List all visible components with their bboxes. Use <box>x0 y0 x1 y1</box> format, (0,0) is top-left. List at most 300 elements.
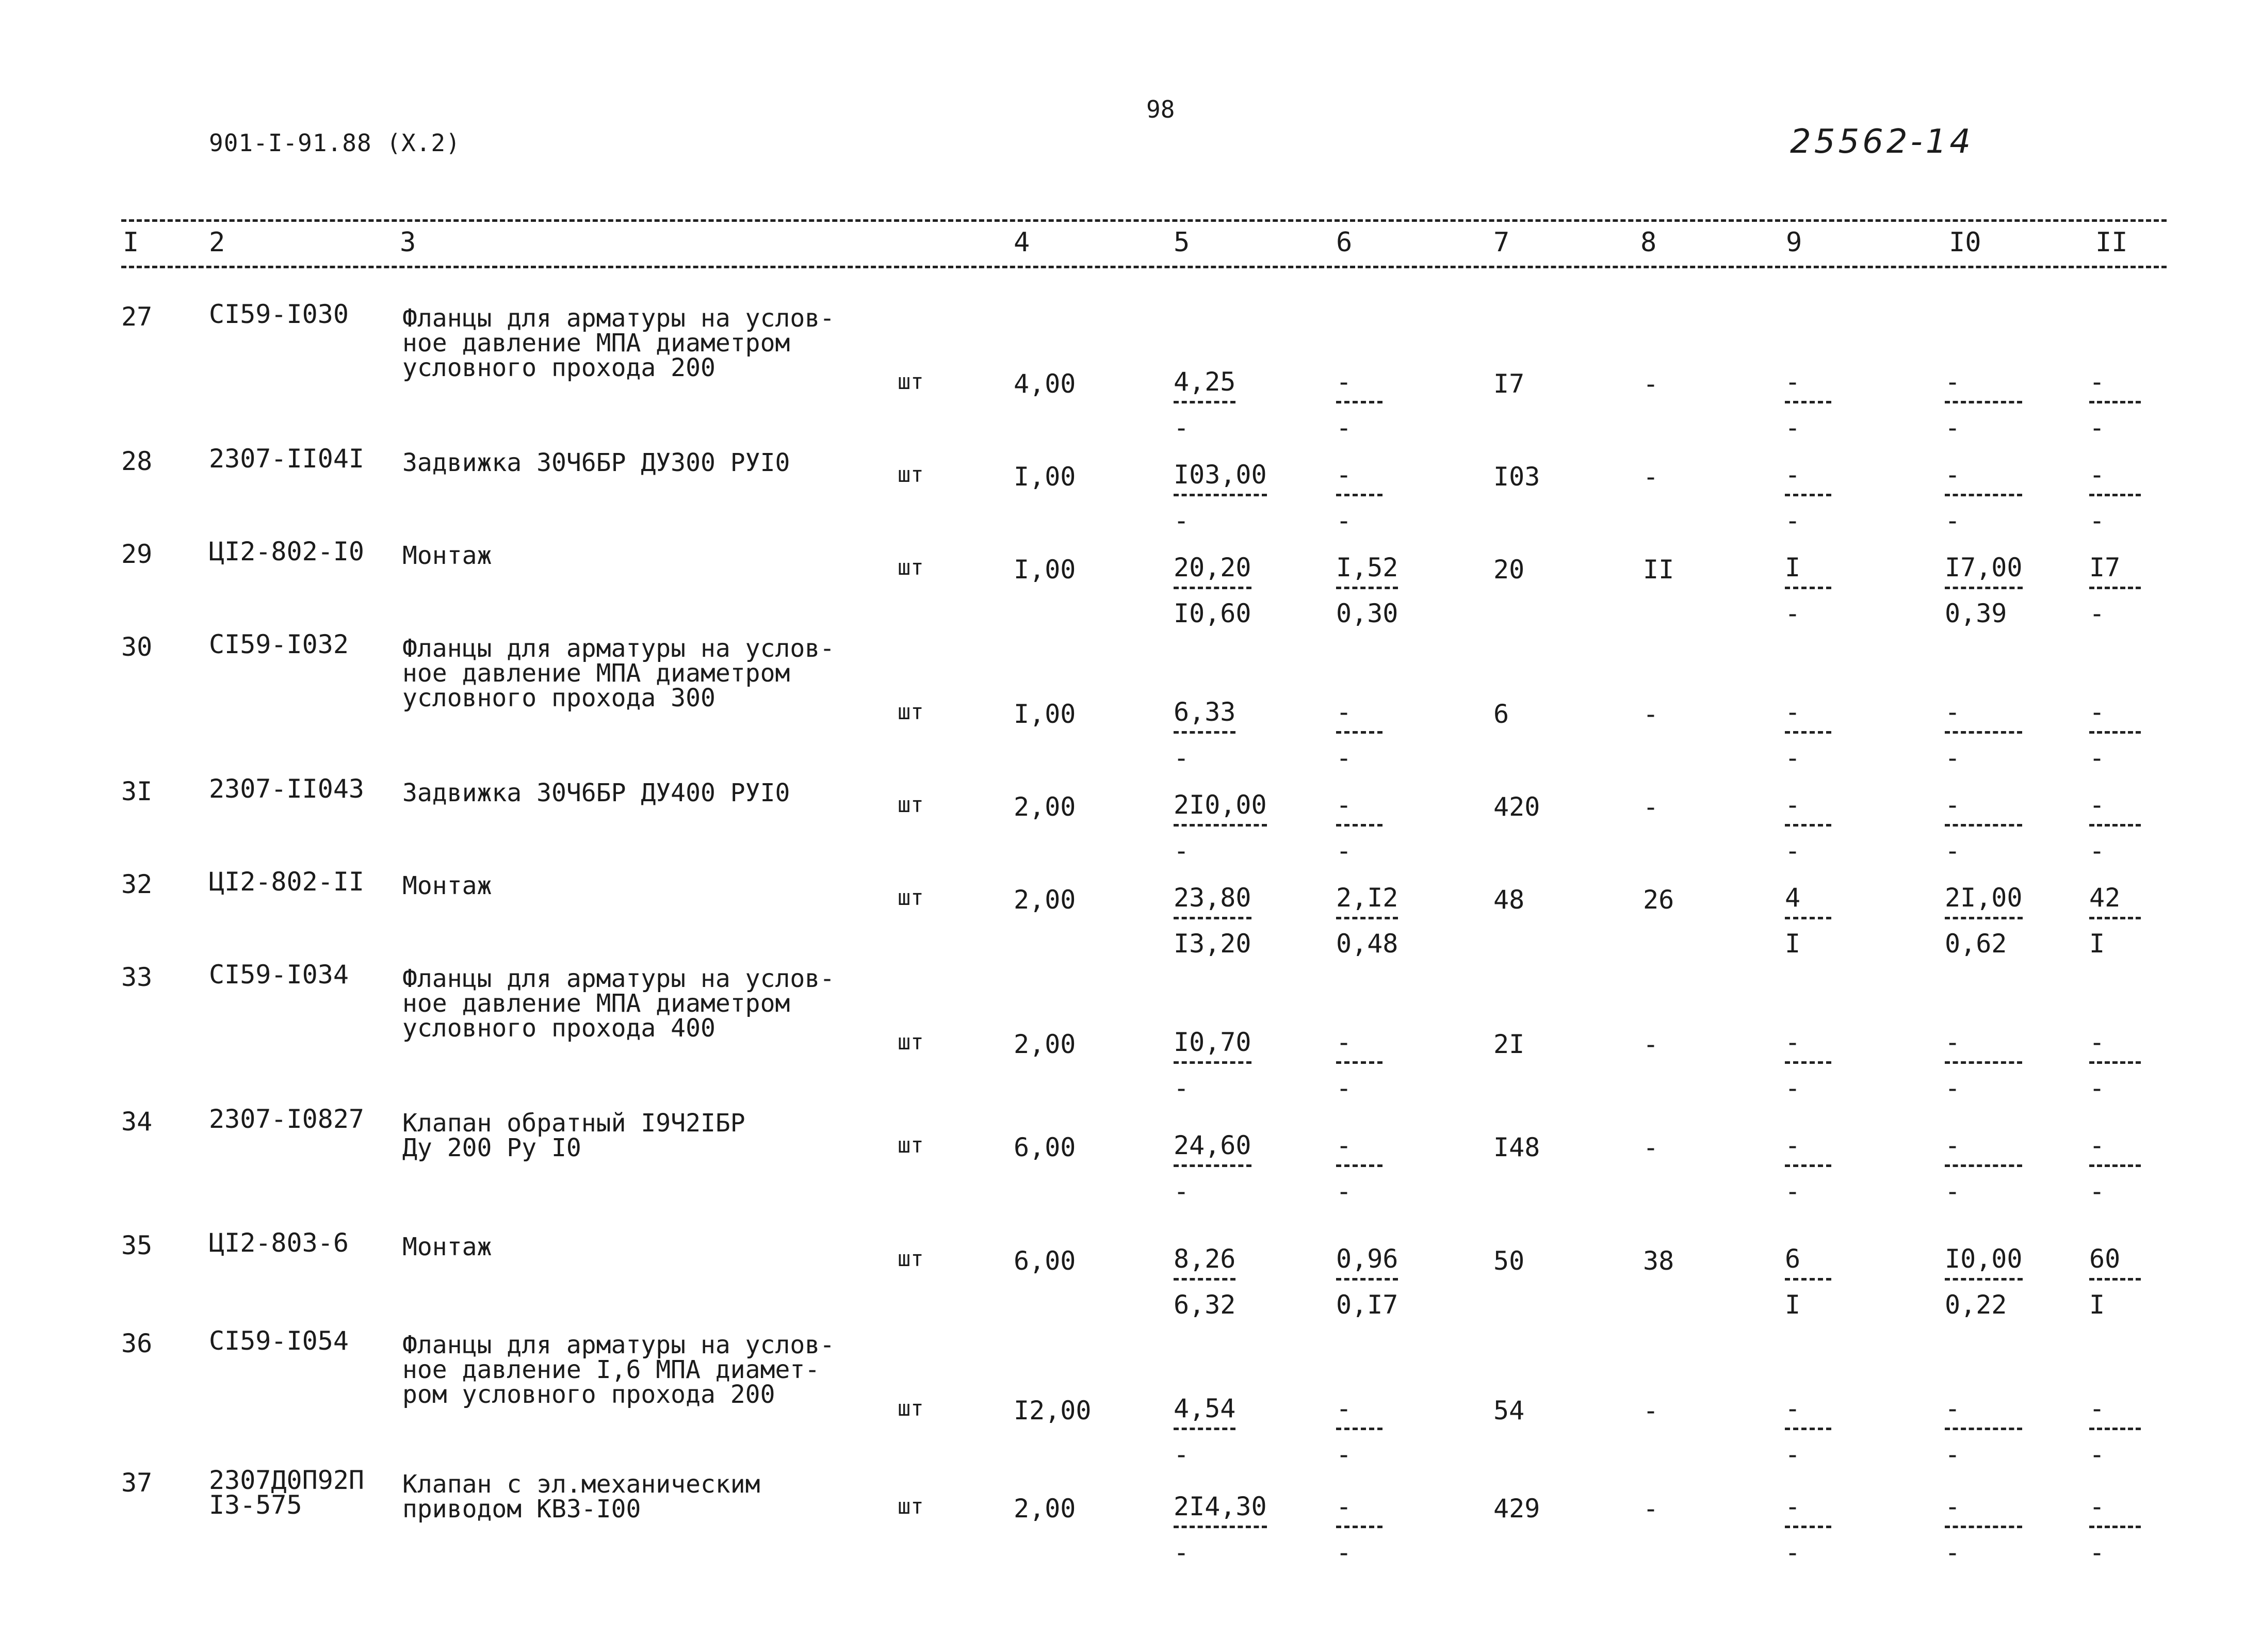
item-description: Клапан обратный I9Ч2IБР Ду 200 Ру I0 <box>402 1109 745 1162</box>
col8-value: - <box>1643 462 1659 492</box>
col7-value: I03 <box>1493 462 1540 492</box>
fraction-top: I03,00 <box>1174 460 1267 490</box>
fraction-bar <box>1945 917 2023 919</box>
fraction-top: - <box>2089 367 2105 397</box>
fraction-top: - <box>2089 1394 2105 1423</box>
fraction-top: - <box>1945 1492 1961 1521</box>
fraction-top: - <box>2089 697 2105 727</box>
fraction-bar <box>1336 1061 1382 1064</box>
quantity: 2,00 <box>1014 885 1076 915</box>
item-code: 2307-I0827 <box>209 1104 365 1134</box>
item-description: Монтаж <box>402 871 492 900</box>
header-bottom-rule <box>121 266 2167 268</box>
fraction-bottom: - <box>1174 1537 1190 1567</box>
fraction-bar <box>1174 917 1251 919</box>
fraction-top: - <box>1785 367 1801 397</box>
fraction-cell-c6 <box>1336 1029 1382 1101</box>
fraction-top: 0,96 <box>1336 1244 1398 1274</box>
fraction-cell-c10 <box>1945 885 2023 957</box>
fraction-bar <box>2089 587 2141 589</box>
fraction-cell-c6 <box>1336 460 1382 536</box>
fraction-cell-c6 <box>1336 369 1382 441</box>
fraction-bar <box>1336 1278 1398 1281</box>
col8-value: - <box>1643 1396 1659 1426</box>
quantity: 2,00 <box>1014 1029 1076 1059</box>
row-number: 34 <box>121 1107 153 1137</box>
fraction-bottom: 0,62 <box>1945 929 2007 959</box>
fraction-cell-c11 <box>2089 792 2141 864</box>
row-number: 37 <box>121 1468 153 1498</box>
item-code: 2307-II043 <box>209 774 365 804</box>
fraction-bottom: I <box>1785 1290 1801 1320</box>
fraction-top: 4 <box>1785 883 1801 913</box>
item-description: Фланцы для арматуры на услов- ное давление МПА диаметром условного прохода 400 <box>402 964 835 1043</box>
column-header-5: 5 <box>1174 227 1190 258</box>
item-description: Клапан с эл.механическим приводом КВЗ-I00 <box>402 1470 760 1524</box>
quantity: I2,00 <box>1014 1396 1092 1426</box>
column-header-6: 6 <box>1336 227 1353 258</box>
fraction-top: - <box>1785 697 1801 727</box>
fraction-cell-c11 <box>2089 369 2141 441</box>
quantity: I,00 <box>1014 462 1076 492</box>
row-number: 33 <box>121 962 153 992</box>
fraction-bottom: - <box>1336 506 1352 536</box>
fraction-top: 4,25 <box>1174 367 1236 397</box>
item-description: Фланцы для арматуры на услов- ное давление МПА диаметром условного прохода 300 <box>402 634 835 712</box>
col7-value: 50 <box>1493 1246 1525 1276</box>
column-header-3: 3 <box>400 227 416 258</box>
fraction-bottom: - <box>2089 743 2105 773</box>
fraction-top: 6,33 <box>1174 697 1236 727</box>
fraction-bar <box>1174 824 1267 827</box>
fraction-bottom: - <box>1174 1176 1190 1206</box>
fraction-cell-c10 <box>1945 555 2023 626</box>
fraction-cell-c5 <box>1174 699 1235 771</box>
fraction-top: - <box>1336 1394 1352 1423</box>
fraction-bottom: - <box>1945 1176 1961 1206</box>
fraction-bar <box>1174 494 1267 496</box>
fraction-cell-c11 <box>2089 699 2141 771</box>
col7-value: 429 <box>1493 1494 1540 1524</box>
row-number: 29 <box>121 539 153 569</box>
fraction-top: - <box>1336 1492 1352 1521</box>
fraction-bottom: - <box>1945 836 1961 866</box>
fraction-bottom: - <box>1336 743 1352 773</box>
fraction-top: - <box>1945 460 1961 490</box>
page-number: 98 <box>1146 95 1175 123</box>
header-top-rule <box>121 219 2167 222</box>
fraction-bar <box>1336 587 1398 589</box>
fraction-cell-c10 <box>1945 1132 2022 1204</box>
col7-value: 48 <box>1493 885 1525 915</box>
fraction-bottom: - <box>1336 1537 1352 1567</box>
col8-value: - <box>1643 1494 1659 1524</box>
fraction-cell-c11 <box>2089 1029 2141 1101</box>
fraction-bottom: - <box>2089 413 2105 443</box>
fraction-cell-c9 <box>1785 885 1831 957</box>
fraction-bottom: I <box>2089 1290 2105 1320</box>
fraction-cell-c11 <box>2089 460 2141 536</box>
fraction-top: - <box>1785 790 1801 820</box>
fraction-bottom: - <box>1945 1073 1961 1103</box>
fraction-bar <box>1785 824 1831 827</box>
fraction-top: - <box>2089 460 2105 490</box>
fraction-top: 2I0,00 <box>1174 790 1267 820</box>
fraction-cell-c5 <box>1174 1494 1267 1565</box>
fraction-bottom: 0,30 <box>1336 598 1398 628</box>
column-header-1: I <box>123 227 139 258</box>
fraction-bottom: - <box>1336 1439 1352 1469</box>
fraction-bottom: - <box>1336 413 1352 443</box>
fraction-bar <box>1785 731 1831 734</box>
item-description: Монтаж <box>402 1233 492 1261</box>
fraction-bottom: - <box>1174 836 1190 866</box>
unit: шт <box>898 1396 924 1421</box>
item-code: ЦI2-802-II <box>209 867 365 897</box>
item-code: CI59-I034 <box>209 960 349 990</box>
fraction-top: I <box>1785 553 1801 582</box>
fraction-cell-c6 <box>1336 792 1382 864</box>
item-code: ЦI2-803-6 <box>209 1228 349 1258</box>
fraction-cell-c10 <box>1945 1246 2023 1318</box>
fraction-bottom: - <box>1174 1439 1190 1469</box>
column-header-11: II <box>2095 227 2128 258</box>
fraction-bar <box>1174 587 1251 589</box>
unit: шт <box>898 462 924 487</box>
fraction-bar <box>2089 731 2141 734</box>
unit: шт <box>898 1494 924 1519</box>
fraction-bar <box>1174 1164 1251 1167</box>
fraction-bar <box>2089 494 2141 496</box>
fraction-bottom: 6,32 <box>1174 1290 1236 1320</box>
fraction-bottom: - <box>1945 413 1961 443</box>
fraction-bottom: - <box>1785 1176 1801 1206</box>
fraction-bottom: - <box>1945 1439 1961 1469</box>
column-header-8: 8 <box>1640 227 1657 258</box>
fraction-cell-c9 <box>1785 1246 1831 1318</box>
fraction-cell-c9 <box>1785 1029 1831 1101</box>
fraction-top: - <box>1336 1130 1352 1160</box>
fraction-cell-c9 <box>1785 555 1831 626</box>
fraction-top: 23,80 <box>1174 883 1251 913</box>
fraction-top: - <box>1336 790 1352 820</box>
fraction-top: - <box>1785 1492 1801 1521</box>
fraction-bottom: - <box>1174 743 1190 773</box>
fraction-top: 2,I2 <box>1336 883 1398 913</box>
fraction-top: 24,60 <box>1174 1130 1251 1160</box>
row-number: 3I <box>121 776 153 806</box>
fraction-bar <box>1945 587 2023 589</box>
fraction-cell-c11 <box>2089 1494 2141 1565</box>
fraction-top: I0,00 <box>1945 1244 2023 1274</box>
fraction-bottom: - <box>1785 1439 1801 1469</box>
fraction-bar <box>1336 731 1382 734</box>
fraction-top: I7,00 <box>1945 553 2023 582</box>
fraction-cell-c5 <box>1174 1396 1235 1467</box>
col7-value: 2I <box>1493 1029 1525 1059</box>
fraction-bar <box>2089 1164 2141 1167</box>
fraction-bar <box>1336 917 1398 919</box>
fraction-bar <box>1336 494 1382 496</box>
unit: шт <box>898 1132 924 1158</box>
fraction-bottom: - <box>2089 598 2105 628</box>
fraction-bar <box>1945 1428 2022 1430</box>
col7-value: 6 <box>1493 699 1509 729</box>
fraction-cell-c6 <box>1336 1132 1382 1204</box>
fraction-bottom: - <box>1945 506 1961 536</box>
fraction-cell-c9 <box>1785 1396 1831 1467</box>
fraction-bar <box>2089 824 2141 827</box>
fraction-cell-c9 <box>1785 1494 1831 1565</box>
fraction-top: - <box>2089 1027 2105 1057</box>
fraction-top: - <box>1945 697 1961 727</box>
unit: шт <box>898 1246 924 1271</box>
quantity: I,00 <box>1014 555 1076 585</box>
quantity: 2,00 <box>1014 792 1076 822</box>
quantity: 6,00 <box>1014 1246 1076 1276</box>
fraction-cell-c11 <box>2089 1132 2141 1204</box>
fraction-top: - <box>1785 1130 1801 1160</box>
fraction-bar <box>2089 1428 2141 1430</box>
fraction-bar <box>1785 1526 1831 1528</box>
fraction-bottom: I0,60 <box>1174 598 1251 628</box>
col8-value: - <box>1643 1029 1659 1059</box>
fraction-top: - <box>1945 1130 1961 1160</box>
unit: шт <box>898 555 924 580</box>
fraction-top: 6 <box>1785 1244 1801 1274</box>
fraction-bottom: - <box>2089 1073 2105 1103</box>
row-number: 30 <box>121 632 153 662</box>
fraction-cell-c10 <box>1945 1029 2022 1101</box>
fraction-bar <box>1945 494 2022 496</box>
fraction-bottom: - <box>2089 836 2105 866</box>
fraction-bottom: I <box>2089 929 2105 959</box>
fraction-cell-c9 <box>1785 792 1831 864</box>
fraction-top: - <box>2089 1492 2105 1521</box>
fraction-cell-c5 <box>1174 460 1267 536</box>
quantity: 6,00 <box>1014 1132 1076 1162</box>
fraction-top: I0,70 <box>1174 1027 1251 1057</box>
fraction-cell-c6 <box>1336 1396 1382 1467</box>
fraction-top: - <box>1336 460 1352 490</box>
fraction-cell-c10 <box>1945 1396 2022 1467</box>
fraction-bar <box>1785 587 1831 589</box>
fraction-bar <box>1174 1278 1235 1281</box>
quantity: I,00 <box>1014 699 1076 729</box>
row-number: 28 <box>121 446 153 476</box>
item-code: 2307Д0П92П I3-575 <box>209 1465 365 1520</box>
fraction-cell-c5 <box>1174 369 1235 441</box>
fraction-bar <box>2089 1061 2141 1064</box>
fraction-bottom: - <box>1785 1073 1801 1103</box>
fraction-top: - <box>1336 1027 1352 1057</box>
fraction-bottom: - <box>1945 743 1961 773</box>
item-code: CI59-I032 <box>209 629 349 659</box>
col8-value: - <box>1643 1132 1659 1162</box>
fraction-cell-c10 <box>1945 369 2022 441</box>
fraction-bar <box>1174 1061 1251 1064</box>
fraction-bar <box>1336 1428 1382 1430</box>
fraction-top: - <box>1945 1027 1961 1057</box>
fraction-bar <box>1785 1164 1831 1167</box>
row-number: 32 <box>121 869 153 899</box>
item-description: Задвижка 30Ч6БР ДУ400 РУI0 <box>402 779 790 807</box>
fraction-bottom: 0,22 <box>1945 1290 2007 1320</box>
fraction-bottom: - <box>2089 1439 2105 1469</box>
col7-value: 20 <box>1493 555 1525 585</box>
fraction-bottom: - <box>1785 743 1801 773</box>
fraction-top: - <box>1785 1394 1801 1423</box>
fraction-bottom: - <box>2089 1537 2105 1567</box>
fraction-bottom: - <box>1336 836 1352 866</box>
fraction-top: 8,26 <box>1174 1244 1236 1274</box>
item-description: Монтаж <box>402 541 492 570</box>
fraction-cell-c6 <box>1336 555 1398 626</box>
fraction-bottom: - <box>2089 506 2105 536</box>
fraction-cell-c9 <box>1785 369 1831 441</box>
fraction-bar <box>1945 731 2022 734</box>
fraction-cell-c5 <box>1174 1029 1251 1101</box>
fraction-top: - <box>1785 1027 1801 1057</box>
fraction-cell-c5 <box>1174 1132 1251 1204</box>
fraction-top: I,52 <box>1336 553 1398 582</box>
fraction-cell-c9 <box>1785 1132 1831 1204</box>
fraction-bar <box>1785 917 1831 919</box>
fraction-top: - <box>1945 367 1961 397</box>
fraction-bar <box>1945 401 2022 403</box>
fraction-bottom: - <box>1785 413 1801 443</box>
col8-value: 26 <box>1643 885 1674 915</box>
fraction-top: - <box>2089 1130 2105 1160</box>
fraction-cell-c10 <box>1945 1494 2022 1565</box>
fraction-bottom: - <box>1785 598 1801 628</box>
fraction-bar <box>1785 1278 1831 1281</box>
fraction-top: 20,20 <box>1174 553 1251 582</box>
fraction-top: - <box>1336 367 1352 397</box>
col8-value: - <box>1643 699 1659 729</box>
fraction-cell-c10 <box>1945 460 2022 536</box>
item-description: Задвижка 30Ч6БР ДУ300 РУI0 <box>402 448 790 477</box>
fraction-bar <box>1945 824 2022 827</box>
fraction-bar <box>1336 401 1382 403</box>
fraction-top: I7 <box>2089 553 2121 582</box>
fraction-cell-c11 <box>2089 885 2141 957</box>
col7-value: 420 <box>1493 792 1540 822</box>
fraction-bottom: - <box>1174 413 1190 443</box>
fraction-top: 4,54 <box>1174 1394 1236 1423</box>
fraction-bottom: - <box>1336 1176 1352 1206</box>
fraction-bar <box>2089 1278 2141 1281</box>
doc-code: 901-I-91.88 (X.2) <box>209 129 461 157</box>
fraction-bar <box>1174 1428 1235 1430</box>
fraction-bar <box>1785 401 1831 403</box>
col8-value: 38 <box>1643 1246 1674 1276</box>
fraction-bottom: I3,20 <box>1174 929 1251 959</box>
fraction-bottom: - <box>1945 1537 1961 1567</box>
row-number: 36 <box>121 1329 153 1358</box>
fraction-top: 42 <box>2089 883 2121 913</box>
fraction-bottom: 0,39 <box>1945 598 2007 628</box>
fraction-cell-c9 <box>1785 460 1831 536</box>
fraction-bar <box>1785 1061 1831 1064</box>
fraction-top: - <box>1785 460 1801 490</box>
item-description: Фланцы для арматуры на услов- ное давление I,6 МПА диамет- ром условного прохода 200 <box>402 1331 835 1409</box>
fraction-top: 2I4,30 <box>1174 1492 1267 1521</box>
fraction-cell-c11 <box>2089 1396 2141 1467</box>
fraction-bottom: - <box>1336 1073 1352 1103</box>
fraction-cell-c6 <box>1336 1246 1398 1318</box>
fraction-bar <box>2089 917 2141 919</box>
item-description: Фланцы для арматуры на услов- ное давление МПА диаметром условного прохода 200 <box>402 304 835 382</box>
item-code: CI59-I030 <box>209 299 349 329</box>
row-number: 35 <box>121 1230 153 1260</box>
fraction-cell-c10 <box>1945 792 2022 864</box>
fraction-cell-c9 <box>1785 699 1831 771</box>
col7-value: I48 <box>1493 1132 1540 1162</box>
col7-value: I7 <box>1493 369 1525 399</box>
fraction-top: - <box>1945 790 1961 820</box>
handwritten-stamp: 25562-14 <box>1790 123 1974 161</box>
quantity: 4,00 <box>1014 369 1076 399</box>
fraction-bar <box>1174 1526 1267 1528</box>
fraction-bar <box>1945 1278 2023 1281</box>
unit: шт <box>898 699 924 724</box>
fraction-top: - <box>1336 697 1352 727</box>
unit: шт <box>898 1029 924 1055</box>
fraction-bar <box>1336 1164 1382 1167</box>
col8-value: - <box>1643 369 1659 399</box>
fraction-bottom: - <box>1785 836 1801 866</box>
fraction-cell-c6 <box>1336 885 1398 957</box>
col8-value: II <box>1643 555 1674 585</box>
item-code: 2307-II04I <box>209 444 365 474</box>
fraction-top: - <box>1945 1394 1961 1423</box>
fraction-bar <box>1785 494 1831 496</box>
fraction-cell-c6 <box>1336 1494 1382 1565</box>
fraction-bottom: - <box>1785 1537 1801 1567</box>
column-header-2: 2 <box>209 227 225 258</box>
fraction-bottom: 0,48 <box>1336 929 1398 959</box>
fraction-bottom: I <box>1785 929 1801 959</box>
unit: шт <box>898 792 924 817</box>
fraction-bottom: - <box>2089 1176 2105 1206</box>
fraction-bar <box>1785 1428 1831 1430</box>
fraction-bar <box>1336 1526 1382 1528</box>
fraction-bottom: - <box>1174 1073 1190 1103</box>
fraction-bar <box>1336 824 1382 827</box>
unit: шт <box>898 369 924 394</box>
quantity: 2,00 <box>1014 1494 1076 1524</box>
column-header-4: 4 <box>1014 227 1030 258</box>
item-code: CI59-I054 <box>209 1326 349 1356</box>
fraction-cell-c11 <box>2089 555 2141 626</box>
fraction-cell-c5 <box>1174 555 1251 626</box>
col7-value: 54 <box>1493 1396 1525 1426</box>
fraction-bar <box>1945 1164 2022 1167</box>
col8-value: - <box>1643 792 1659 822</box>
fraction-bottom: - <box>1174 506 1190 536</box>
fraction-bar <box>1174 401 1235 403</box>
fraction-cell-c5 <box>1174 1246 1235 1318</box>
fraction-bar <box>1945 1526 2022 1528</box>
fraction-bar <box>1945 1061 2022 1064</box>
row-number: 27 <box>121 302 153 332</box>
fraction-cell-c6 <box>1336 699 1382 771</box>
column-header-10: I0 <box>1949 227 1981 258</box>
fraction-cell-c5 <box>1174 885 1251 957</box>
column-header-7: 7 <box>1493 227 1510 258</box>
fraction-bottom: - <box>1785 506 1801 536</box>
